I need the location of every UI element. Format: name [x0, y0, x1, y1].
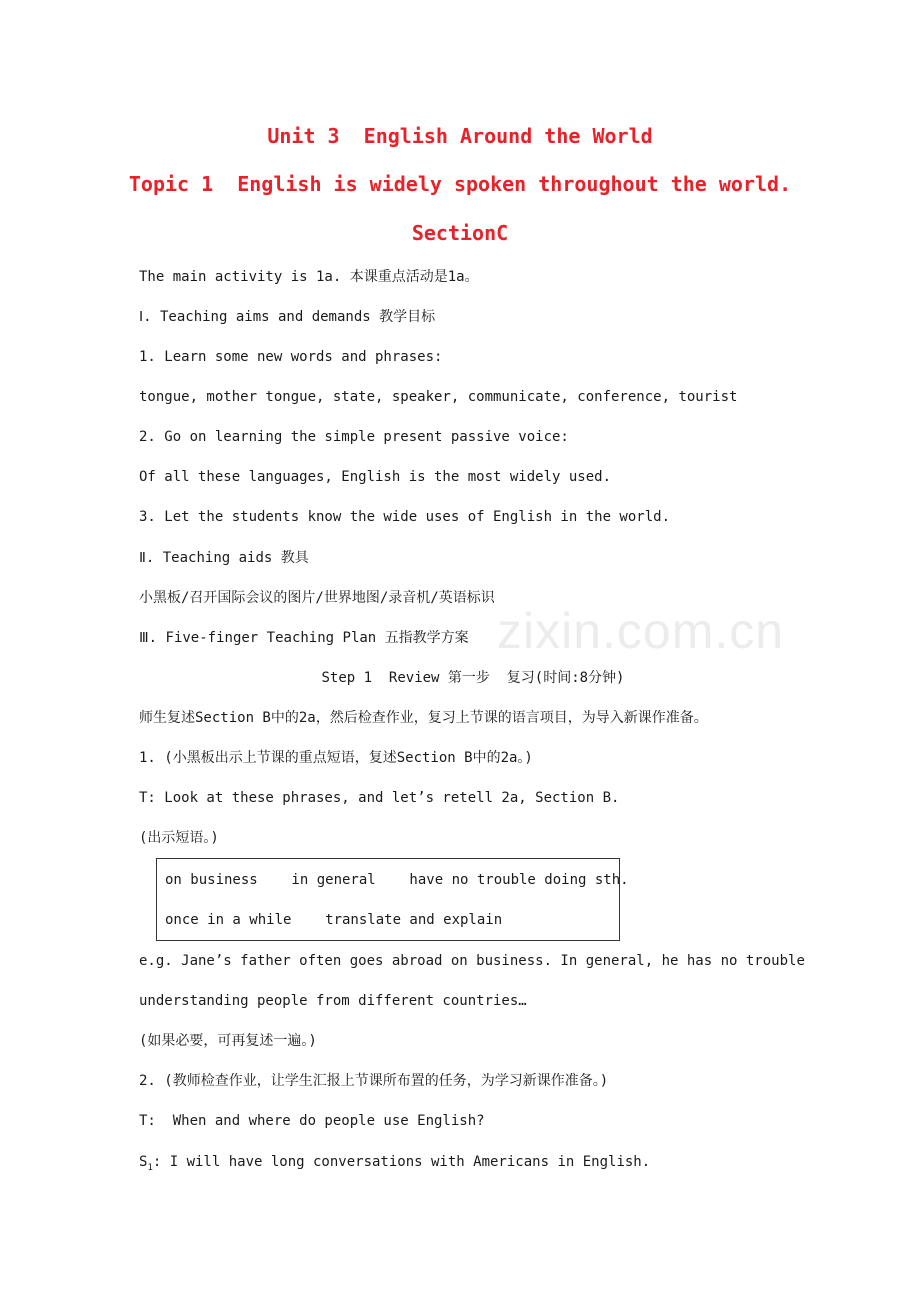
aim-3: 3. Let the students know the wide uses of English in the world. [139, 509, 671, 525]
watermark: zixin.com.cn [497, 603, 785, 659]
example-line-1: e.g. Jane’s father often goes abroad on business. In general, he has no trouble [139, 953, 805, 969]
item-2: 2. (教师检查作业，让学生汇报上节课所布置的任务，为学习新课作准备。) [139, 1073, 609, 1089]
topic-title: Topic 1 English is widely spoken throughout the world. [128, 172, 792, 196]
aim-2: 2. Go on learning the simple present passive voice: [139, 429, 569, 445]
student-1-line [139, 1153, 650, 1177]
aids-list: 小黑板/召开国际会议的图片/世界地图/录音机/英语标识 [139, 590, 495, 606]
repeat-note: (如果必要，可再复述一遍。) [139, 1033, 317, 1049]
phrase-box [156, 858, 629, 941]
student-label: S [139, 1154, 148, 1170]
plan-heading: Ⅲ. Five-finger Teaching Plan 五指教学方案 [139, 630, 469, 646]
student-1-text: : I will have long conversations with Americans in English. [152, 1154, 651, 1170]
aim-1: 1. Learn some new words and phrases: [139, 349, 443, 365]
aids-heading: Ⅱ. Teaching aids 教具 [139, 550, 309, 566]
teacher-line-2: T: When and where do people use English? [139, 1113, 485, 1129]
show-phrases-note: (出示短语。) [139, 830, 219, 846]
teacher-line-1: T: Look at these phrases, and let’s retell 2a, Section B. [139, 790, 620, 806]
phrase-row-1: on business in general have no trouble doing sth. [165, 872, 629, 888]
unit-title: Unit 3 English Around the World [267, 124, 653, 148]
main-activity: The main activity is 1a. 本课重点活动是1a。 [139, 269, 479, 285]
aim-2-example: Of all these languages, English is the most widely used. [139, 469, 612, 485]
aims-heading: Ⅰ. Teaching aims and demands 教学目标 [139, 309, 436, 325]
item-1: 1. (小黑板出示上节课的重点短语，复述Section B中的2a。) [139, 750, 533, 766]
section-title: SectionC [411, 221, 509, 245]
student-number: 1 [147, 1162, 153, 1173]
phrase-row-2: once in a while translate and explain [165, 912, 503, 928]
aim-1-words: tongue, mother tongue, state, speaker, communicate, conference, tourist [139, 389, 738, 405]
step-1-heading: Step 1 Review 第一步 复习(时间:8分钟) [321, 670, 625, 686]
example-line-2: understanding people from different countries… [139, 993, 527, 1009]
step-1-description: 师生复述Section B中的2a，然后检查作业，复习上节课的语言项目，为导入新课作准备。 [139, 710, 708, 726]
